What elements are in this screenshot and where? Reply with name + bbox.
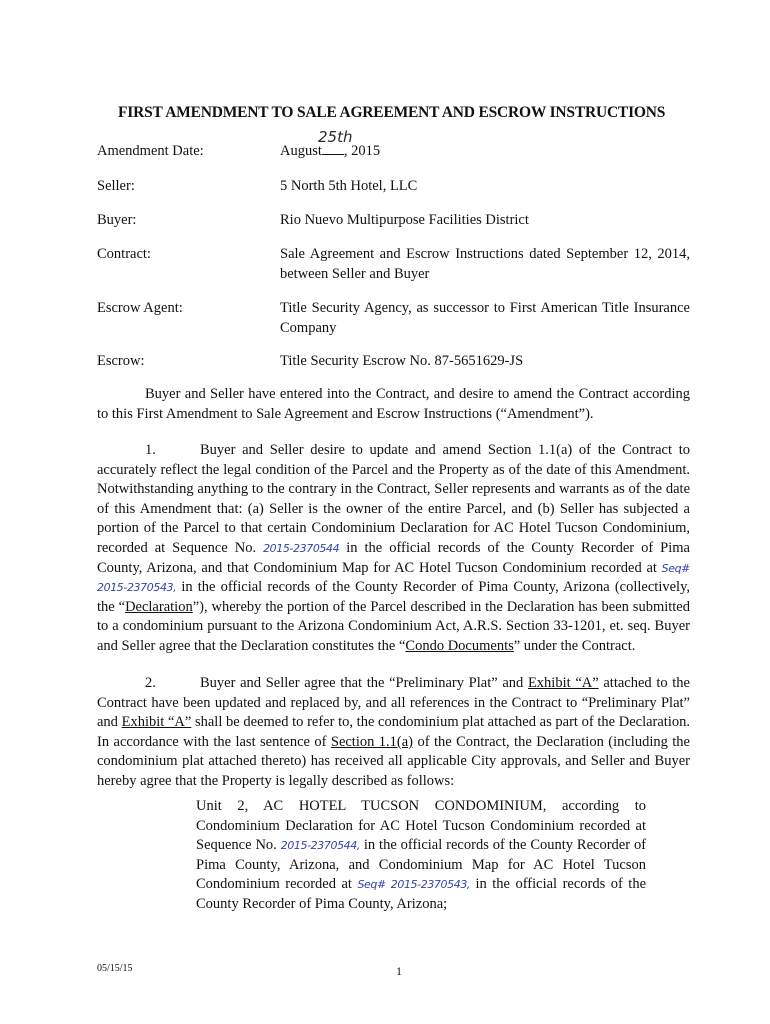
exhibit-a-term: Exhibit “A” [527, 675, 599, 691]
section-2-paragraph [97, 674, 690, 792]
amendment-date-label: Amendment Date: [97, 143, 204, 159]
section-1-text-e: ” under the Contract. [513, 637, 636, 654]
condo-documents-term: Condo Documents [405, 637, 514, 654]
escrow-agent-label: Escrow Agent: [97, 300, 183, 316]
escrow-label: Escrow: [97, 353, 145, 369]
section-2-text-a: Buyer and Seller agree that the “Preliminary Plat” and [200, 675, 528, 691]
section-1-text-d: ”), whereby the portion of the Parcel described in the Declaration has been submitted to a condominium pursuant to the Arizona Condominium Act, A.R.S. Section 33-1201, et. seq. Buyer and Seller agree that the Declaration constitutes the “ [97, 598, 690, 654]
amendment-date-year: , 2015 [343, 143, 381, 159]
document-title: FIRST AMENDMENT TO SALE AGREEMENT AND ESCROW INSTRUCTIONS [118, 104, 666, 121]
page-number: 1 [396, 964, 402, 978]
seller-label: Seller: [97, 178, 135, 194]
legal-text-a: Unit 2, AC HOTEL TUCSON CONDOMINIUM, according to Condominium Declaration for AC Hotel Tucson Condominium recorded at Sequence No. [196, 798, 646, 854]
buyer-label: Buyer: [97, 212, 137, 228]
section-2-text-b: attached to the Contract have been updated and replaced by, and all references in the Contract to “Preliminary Plat” and [97, 675, 690, 731]
handwritten-sequence-1: 2015-2370544 [263, 541, 340, 555]
section-1-text-a: Buyer and Seller desire to update and amend Section 1.1(a) of the Contract to accurately reflect the legal condition of the Parcel and the Property as of the date of this Amendment. Notwithstanding anything to the contrary in the Contract, Seller represents and warrants as of the date of this Amendment that: (a) Seller is the owner of the entire Parcel, and (b) Seller has subjected a portion of the Parcel to that certain Condominium Declaration for AC Hotel Tucson Condominium, recorded at Sequence No. [97, 442, 690, 556]
amendment-date-month: August [280, 143, 322, 159]
seller-value: 5 North 5th Hotel, LLC [280, 178, 418, 194]
section-reference: Section 1.1(a) [330, 733, 414, 750]
section-1-text-c: in the official records of the County Recorder of Pima County, Arizona (collectively, the “ [97, 579, 691, 615]
handwritten-legal-sequence-2: Seq# 2015-2370543, [357, 878, 471, 892]
handwritten-legal-sequence-1: 2015-2370544, [280, 839, 360, 853]
legal-text-b: in the official records of the County Recorder of Pima County, Arizona, and Condominium Map for AC Hotel Tucson Condominium recorded at [196, 837, 647, 893]
section-2-number: 2. [145, 675, 156, 691]
declaration-term: Declaration [125, 598, 193, 615]
handwritten-date: 25th [318, 128, 353, 146]
legal-description [196, 797, 646, 915]
exhibit-a-term-2: Exhibit “A” [121, 714, 192, 731]
contract-label: Contract: [97, 246, 151, 262]
escrow-agent-value: Title Security Agency, as successor to First American Title Insurance Company [280, 300, 690, 336]
section-1-number: 1. [145, 442, 156, 458]
section-1-paragraph [97, 441, 690, 657]
contract-value: Sale Agreement and Escrow Instructions dated September 12, 2014, between Seller and Buyer [280, 246, 690, 282]
footer-date: 05/15/15 [97, 963, 133, 974]
legal-text-c: in the official records of the County Recorder of Pima County, Arizona; [196, 876, 647, 912]
section-2-text-d: of the Contract, the Declaration (including the condominium plat attached thereto) has received all applicable City approvals, and Seller and Buyer hereby agree that the Property is legally described as follows: [97, 733, 690, 789]
section-1-text-b: in the official records of the County Recorder of Pima County, Arizona, and that Condominium Map for AC Hotel Tucson Condominium recorded at [97, 539, 690, 576]
intro-paragraph [97, 385, 690, 424]
escrow-value: Title Security Escrow No. 87-5651629-JS [280, 353, 524, 369]
intro-text: Buyer and Seller have entered into the Contract, and desire to amend the Contract according to this First Amendment to Sale Agreement and Escrow Instructions (“Amendment”). [97, 386, 690, 422]
handwritten-sequence-2: Seq# 2015-2370543, [97, 561, 690, 595]
buyer-value: Rio Nuevo Multipurpose Facilities District [280, 212, 529, 228]
section-2-text-c: shall be deemed to refer to, the condominium plat attached as part of the Declaration. In accordance with the last sentence of [97, 714, 690, 750]
